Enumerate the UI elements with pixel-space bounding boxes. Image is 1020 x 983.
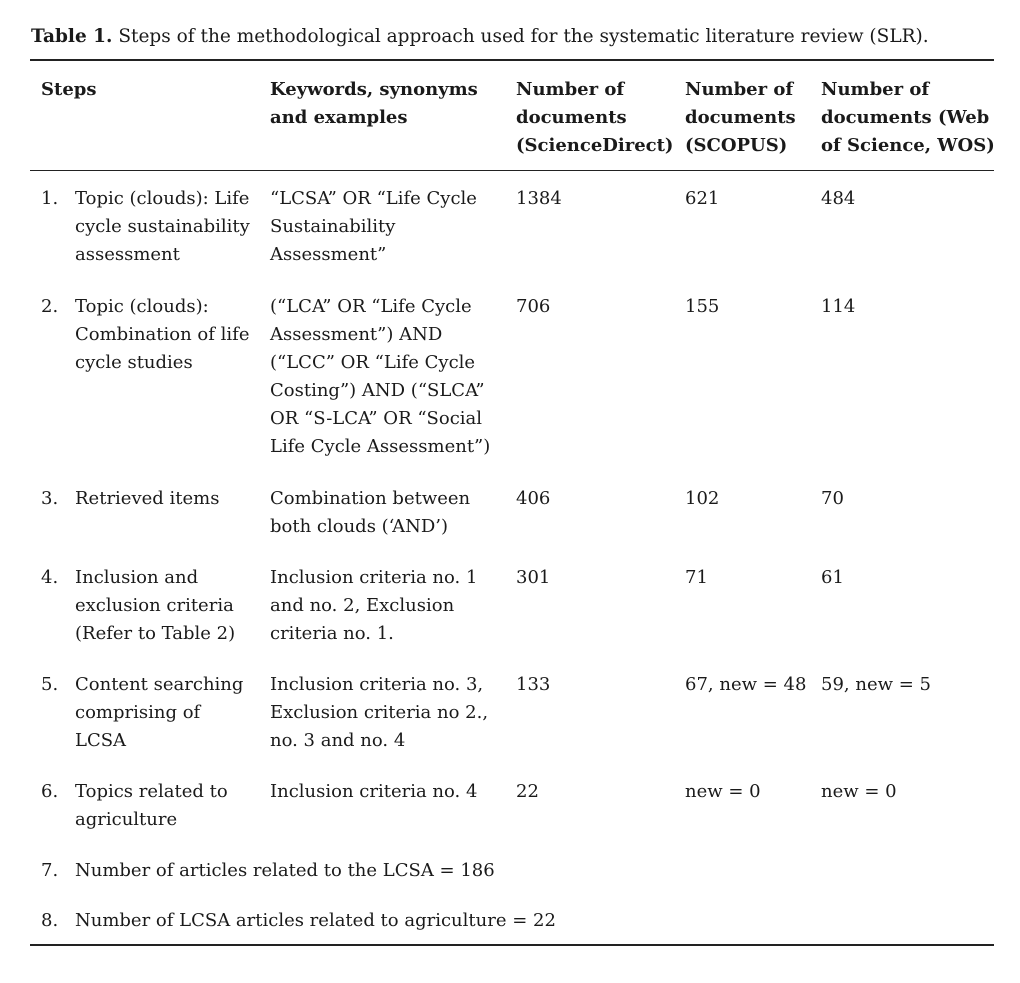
row-keywords: Combination between both clouds (‘AND’) [270, 488, 471, 537]
row-step: Topics related to agriculture [75, 781, 228, 830]
row-scopus: 71 [685, 567, 708, 588]
row-keywords: Inclusion criteria no. 1 and no. 2, Exclusion criteria no. 1. [270, 567, 478, 644]
row-keywords: Inclusion criteria no. 4 [270, 781, 478, 802]
row-number: 2. [41, 296, 59, 317]
row-keywords: “LCSA” OR “Life Cycle Sustainability Assessment” [270, 188, 477, 265]
top-rule [30, 59, 994, 61]
header-rule [30, 170, 994, 171]
row-sciencedirect: 22 [516, 781, 539, 802]
header-scopus: Number of documents (SCOPUS) [685, 79, 796, 156]
row-wos: 114 [821, 296, 856, 317]
summary-number: 8. [41, 910, 59, 931]
row-scopus: new = 0 [685, 781, 761, 802]
header-sciencedirect: Number of documents (ScienceDirect) [516, 79, 674, 156]
row-step: Content searching comprising of LCSA [75, 674, 244, 751]
row-sciencedirect: 133 [516, 674, 551, 695]
row-number: 3. [41, 488, 59, 509]
row-step: Topic (clouds): Life cycle sustainability assessment [75, 188, 250, 265]
row-keywords: Inclusion criteria no. 3, Exclusion criteria no 2., no. 3 and no. 4 [270, 674, 489, 751]
table-caption [31, 25, 929, 49]
row-scopus: 67, new = 48 [685, 674, 807, 695]
row-scopus: 155 [685, 296, 720, 317]
summary-text: Number of LCSA articles related to agriculture = 22 [75, 910, 556, 931]
row-wos: 59, new = 5 [821, 674, 931, 695]
row-sciencedirect: 406 [516, 488, 551, 509]
row-scopus: 621 [685, 188, 720, 209]
row-scopus: 102 [685, 488, 720, 509]
row-step: Topic (clouds): Combination of life cycle studies [75, 296, 250, 373]
header-keywords: Keywords, synonyms and examples [270, 79, 478, 128]
row-wos: 484 [821, 188, 856, 209]
caption-label: Table 1. [31, 26, 113, 47]
row-number: 6. [41, 781, 59, 802]
row-number: 1. [41, 188, 59, 209]
row-step: Retrieved items [75, 488, 220, 509]
summary-number: 7. [41, 860, 59, 881]
row-wos: 61 [821, 567, 844, 588]
row-number: 5. [41, 674, 59, 695]
row-keywords: (“LCA” OR “Life Cycle Assessment”) AND (“LCC” OR “Life Cycle Costing”) AND (“SLCA” OR “S-LCA” OR “Social Life Cycle Assessment”) [270, 296, 491, 457]
row-number: 4. [41, 567, 59, 588]
summary-text: Number of articles related to the LCSA = 186 [75, 860, 495, 881]
row-wos: new = 0 [821, 781, 897, 802]
caption-text: Steps of the methodological approach used for the systematic literature review (SLR). [118, 26, 929, 47]
row-sciencedirect: 301 [516, 567, 551, 588]
header-steps: Steps [41, 79, 97, 100]
header-wos: Number of documents (Web of Science, WOS) [821, 79, 995, 156]
bottom-rule [30, 944, 994, 946]
row-sciencedirect: 706 [516, 296, 551, 317]
row-sciencedirect: 1384 [516, 188, 562, 209]
row-wos: 70 [821, 488, 844, 509]
row-step: Inclusion and exclusion criteria (Refer to Table 2) [75, 567, 236, 644]
